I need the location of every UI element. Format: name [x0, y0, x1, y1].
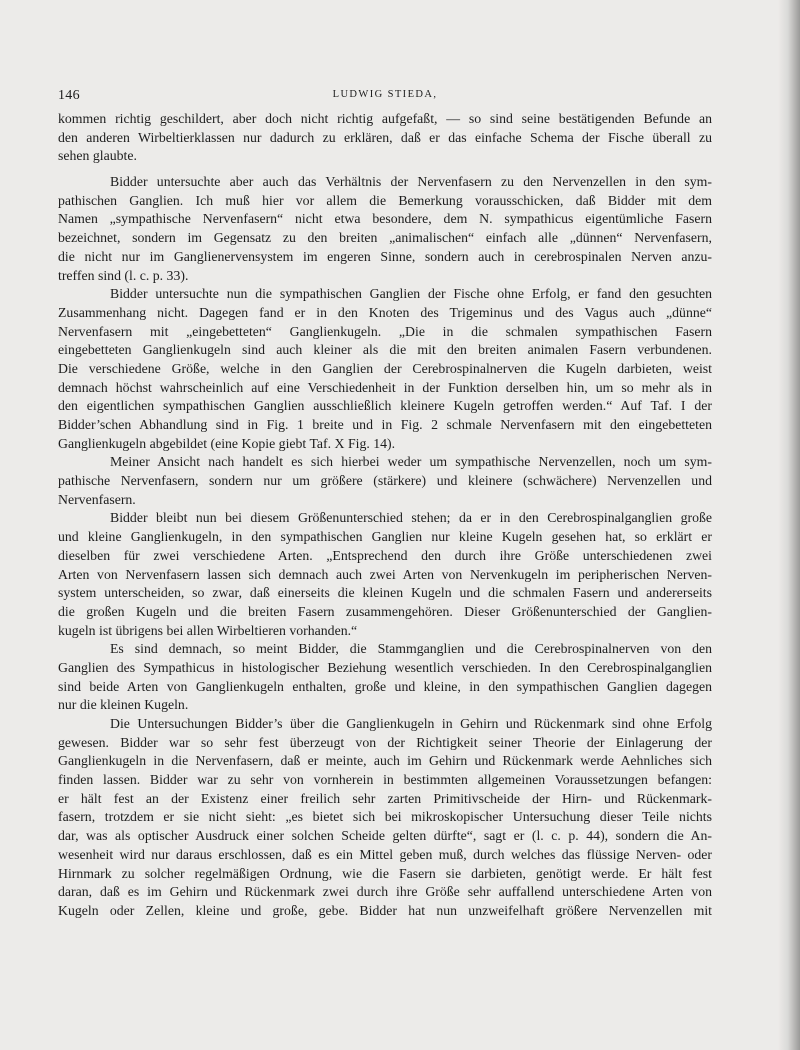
- text-line: die nicht nur im Ganglienervensystem im engeren Sinne, sondern auch in cerebrospinalen Nerven anzu-: [58, 248, 712, 264]
- page-edge-shadow: [778, 0, 800, 1050]
- text-line: Bidder’schen Abhandlung sind in Fig. 1 breite und in Fig. 2 schmale Nervenfasern mit den eingebetteten: [58, 417, 712, 432]
- page-header: [58, 88, 712, 104]
- text-line: Kugeln oder Zellen, kleine und große, gebe. Bidder hat nun unzweifelhaft größere Nervenzellen mit: [58, 902, 712, 918]
- text-line: kommen richtig geschildert, aber doch nicht richtig aufgefaßt, — so sind seine bestätigenden Befunde an: [58, 111, 712, 126]
- text-line: system unterscheiden, so zwar, daß einerseits die kleinen Kugeln und die schmalen Fasern und andererseits: [58, 585, 712, 601]
- text-line: er hält fest an der Existenz einer freilich sehr zarten Primitivscheide der Hirn- und Rückenmark-: [58, 790, 712, 806]
- text-line: Zusammenhang nicht. Dagegen fand er in den Knoten des Trigeminus und des Vagus auch „dünne“: [58, 304, 712, 320]
- text-line: den anderen Wirbeltierklassen nur dadurch zu erklären, daß er das einfache Schema der Fische überall zu: [58, 129, 712, 145]
- text-line: Bidder untersuchte nun die sympathischen Ganglien der Fische ohne Erfolg, er fand den gesuchten: [110, 286, 712, 302]
- page-number: 146: [58, 88, 80, 103]
- text-line: bezeichnet, sondern im Gegensatz zu den breiten „animalischen“ einfach alle „dünnen“ Nervenfasern,: [58, 230, 712, 246]
- text-line: Namen „sympathische Nervenfasern“ nicht etwa besondere, dem N. sympathicus eigentümliche Fasern: [58, 211, 712, 227]
- text-line: Die verschiedene Größe, welche in den Ganglien der Cerebrospinalnerven die Kugeln darbieten, weist: [58, 360, 712, 376]
- running-head: LUDWIG STIEDA,: [332, 89, 438, 100]
- text-line: demnach höchst wahrscheinlich auf eine Verschiedenheit in der Funktion derselben hin, um so mehr als in: [58, 379, 712, 395]
- text-line: gewesen. Bidder war so sehr fest überzeugt von der Richtigkeit seiner Theorie der Einlagerung der: [58, 734, 712, 750]
- body-text: [58, 110, 712, 939]
- text-line: Nervenfasern.: [58, 491, 136, 507]
- text-line: fasern, trotzdem er sie nicht sieht: „es bietet sich bei mikroskopischer Untersuchung dieser Teile nichts: [58, 809, 712, 825]
- text-line: Nervenfasern mit „eingebetteten“ Ganglienkugeln. „Die in die schmalen sympathischen Fasern: [58, 323, 712, 339]
- text-line: treffen sind (l. c. p. 33).: [58, 267, 189, 283]
- text-line: [58, 921, 712, 940]
- text-line: dieselben für zwei verschiedene Arten. „Entsprechend den durch ihre Größe unterschiedenen zwei: [58, 547, 712, 563]
- text-line: Hirnmark zu solcher regelmäßigen Ordnung, wie die Fasern sie darbieten, genötigt werde. Er hält fest: [58, 865, 712, 881]
- text-line: den eigentlichen sympathischen Ganglien ausschließlich kleinere Kugeln getroffen werden.“ Auf Taf. I der: [58, 398, 712, 414]
- text-line: sind beide Arten von Ganglienkugeln enthalten, große und kleine, in den sympathischen Ganglien dagegen: [58, 678, 712, 694]
- text-line: Bidder untersuchte aber auch das Verhältnis der Nervenfasern zu den Nervenzellen in den sym-: [110, 174, 712, 190]
- text-line: pathischen Ganglien. Ich muß hier vor allem die Bemerkung vorausschicken, daß Bidder mit dem: [58, 192, 712, 208]
- text-line: die großen Kugeln und die breiten Fasern zusammengehören. Dieser Größenunterschied der Ganglien-: [58, 603, 712, 619]
- text-line: Arten von Nervenfasern lassen sich demnach auch zwei Arten von Nervenkugeln im peripherischen Nerven-: [58, 566, 712, 582]
- text-line: Ganglien des Sympathicus in histologischer Beziehung wesentlich verschieden. In den Cerebrospinalganglien: [58, 659, 712, 675]
- text-line: wesenheit wird nur daraus erschlossen, daß es ein Mittel geben muß, durch welches das flüssige Nerven- oder: [58, 846, 712, 862]
- text-line: Bidder bleibt nun bei diesem Größenunterschied stehen; da er in den Cerebrospinalganglien große: [110, 510, 712, 526]
- text-line: pathische Nervenfasern, sondern nur um größere (stärkere) und kleinere (schwächere) Nervenzellen und: [58, 473, 712, 489]
- text-line: und kleine Ganglienkugeln, in den sympathischen Ganglien nur kleine Kugeln gesehen hat, so erklärt er: [58, 529, 712, 545]
- text-line: nur die kleinen Kugeln.: [58, 697, 189, 713]
- text-line: eingebetteten Ganglienkugeln sind auch kleiner als die mit den breiten animalen Fasern verbundenen.: [58, 342, 712, 358]
- text-line: daran, daß es im Gehirn und Rückenmark zwei durch ihre Größe sehr auffallend unterschiedene Arten von: [58, 884, 712, 900]
- text-line: Meiner Ansicht nach handelt es sich hierbei weder um sympathische Nervenzellen, noch um sym-: [110, 454, 712, 470]
- text-line: Es sind demnach, so meint Bidder, die Stammganglien und die Cerebrospinalnerven von den: [110, 641, 712, 657]
- text-line: finden lassen. Bidder war zu sehr von vornherein in bestimmten allgemeinen Voraussetzungen befangen:: [58, 772, 712, 788]
- text-line: sehen glaubte.: [58, 148, 137, 164]
- text-line: Die Untersuchungen Bidder’s über die Ganglienkugeln in Gehirn und Rückenmark sind ohne Erfolg: [110, 716, 712, 731]
- text-line: kugeln ist übrigens bei allen Wirbeltieren vorhanden.“: [58, 622, 358, 638]
- text-line: Ganglienkugeln in die Nervenfasern, daß er meinte, auch im Gehirn und Rückenmark werde Aehnliches sich: [58, 753, 712, 769]
- text-line: dar, was als optischer Ausdruck einer solchen Scheide gelten dürfte“, sagt er (l. c. p. 44), sondern die An-: [58, 828, 712, 844]
- text-line: Ganglienkugeln abgebildet (eine Kopie giebt Taf. X Fig. 14).: [58, 435, 396, 451]
